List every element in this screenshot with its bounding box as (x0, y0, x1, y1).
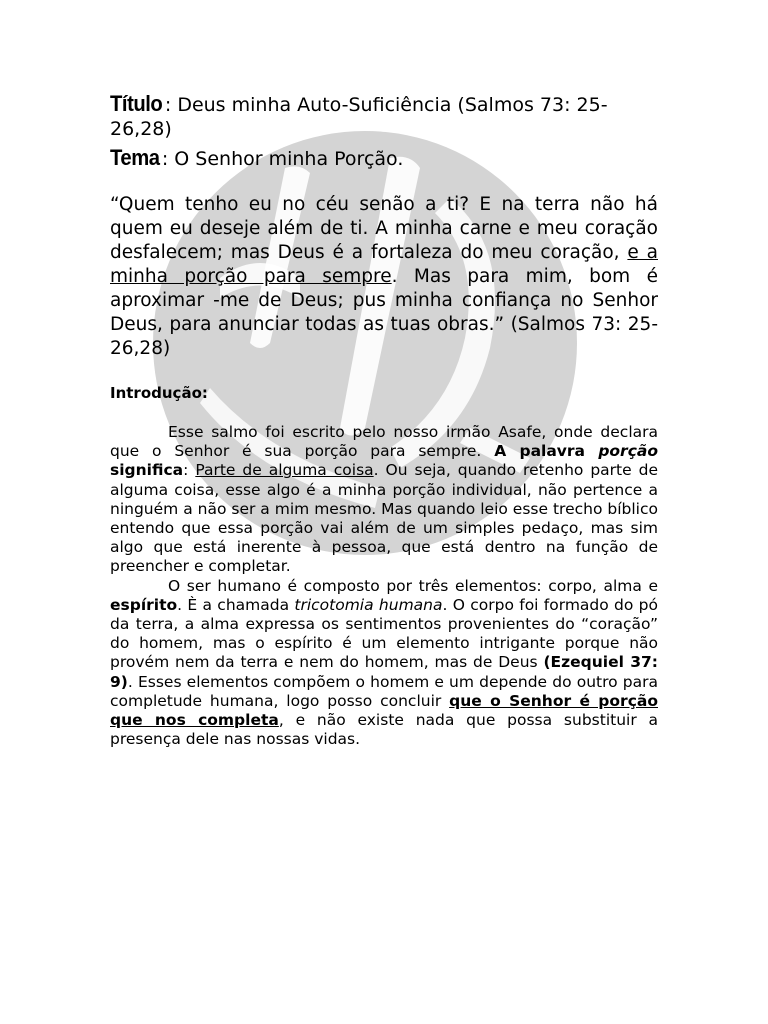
quote-part-2: . Mas para mim, bom é aproximar -me de Deus; pus minha confiança no Senhor Deus, para anunciar todas as tuas obras.” (Salmos 73: 25-26,28) (110, 266, 658, 359)
p2-text-2: . È a chamada (177, 595, 295, 614)
quote-underlined: e a minha porção para sempre (110, 242, 658, 287)
introduction-heading: Introdução: (110, 384, 208, 402)
titulo-label: Título (110, 91, 163, 116)
p2-text-4: . Esses elementos compõem o homem e um depende do outro para completude humana, logo posso concluir (110, 672, 658, 710)
p1-bold-2: significa (110, 461, 184, 480)
quote-part-1: “Quem tenho eu no céu senão a ti? E na terra não há quem eu deseje além de ti. A minha carne e meu coração desfalecem; mas Deus é a fortaleza do meu coração, (110, 194, 658, 263)
tema-line (110, 146, 658, 171)
p2-text-3: . O corpo foi formado do pó da terra, a alma expressa os sentimentos provenientes do “coração” do homem, mas o espírito é um elemento intrigante porque não provém nem da terra e nem do homem, mas de Deus (110, 595, 658, 672)
p2-bold-1: espírito (110, 595, 178, 614)
tema-text: : O Senhor minha Porção. (161, 148, 404, 170)
p2-bold-2: (Ezequiel 37: 9) (110, 653, 659, 691)
p1-text-2: : (183, 461, 196, 480)
tema-label: Tema (110, 145, 160, 170)
bible-quote (110, 193, 658, 361)
p2-text-1: O ser humano é composto por três elementos: corpo, alma e (168, 576, 658, 595)
p1-underlined-1: Parte de alguma coisa (195, 461, 374, 480)
introduction-body (110, 423, 658, 749)
p1-bold-1: A palavra (494, 442, 599, 461)
p1-bold-italic-1: porção (598, 442, 658, 461)
p2-bold-underlined-1: que o Senhor é porção que nos completa (110, 691, 658, 730)
p2-italic-1: tricotomia humana (294, 595, 443, 614)
document-page (110, 92, 658, 749)
p1-text-3: . Ou seja, quando retenho parte de alguma coisa, esse algo é a minha porção individual, não pertence a ninguém a não ser a mim mesmo. Mas quando leio esse trecho bíblico entendo que essa porção vai além de um simples pedaço, mas sim algo que está inerente à pessoa, que está dentro na função de preencher e completar. (110, 461, 658, 576)
paragraph-1 (110, 423, 658, 577)
title-line (110, 92, 658, 141)
paragraph-2 (110, 577, 658, 750)
titulo-text: : Deus minha Auto-Suficiência (Salmos 73: 25-26,28) (110, 94, 608, 140)
p1-text-1: Esse salmo foi escrito pelo nosso irmão Asafe, onde declara que o Senhor é sua porção para sempre. (110, 423, 658, 461)
p2-text-5: , e não existe nada que possa substituir a presença dele nas nossas vidas. (110, 711, 658, 749)
